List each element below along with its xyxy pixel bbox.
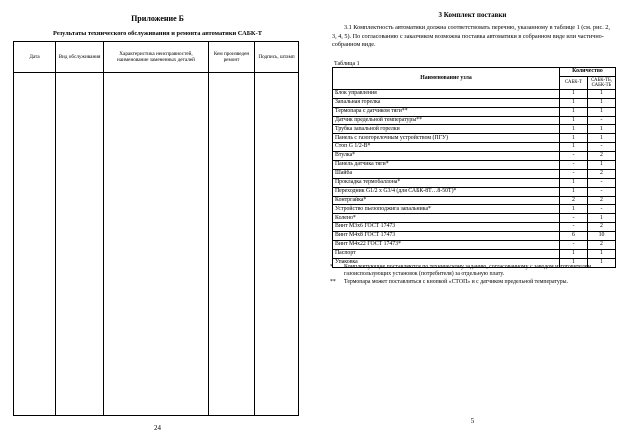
kit-qty-sabk-t: 1 (560, 249, 588, 258)
kit-qty-sabk-tb: 1 (588, 125, 616, 134)
kit-qty-sabk-tb: - (588, 178, 616, 187)
table-row (333, 232, 616, 241)
kit-qty-sabk-tb: 1 (588, 214, 616, 223)
table-row (333, 89, 616, 98)
footnote-text: Термопара может поставляться с кнопкой «СТОП» и с датчиком предельной температуры. (344, 278, 569, 285)
kit-qty-sabk-tb: - (588, 187, 616, 196)
kit-qty-sabk-t: 1 (560, 134, 588, 143)
table-row (333, 125, 616, 134)
kit-qty-sabk-tb: 1 (588, 107, 616, 116)
blank-cell (14, 73, 56, 416)
kit-qty-sabk-tb: 10 (588, 232, 616, 241)
table-row (333, 187, 616, 196)
kit-col-name: Наименование узла (333, 68, 560, 90)
table-row (333, 161, 616, 170)
kit-qty-sabk-tb: - (588, 116, 616, 125)
page-number-right: 5 (470, 417, 475, 425)
appendix-heading: Приложение Б (131, 14, 184, 23)
table-row (333, 152, 616, 161)
kit-qty-sabk-tb: - (588, 205, 616, 214)
blank-cell (104, 73, 209, 416)
kit-item-name: Винт М4х22 ГОСТ 17473* (333, 241, 560, 250)
table-row (333, 98, 616, 107)
kit-qty-sabk-t: - (560, 161, 588, 170)
col-date: Дата (14, 42, 56, 73)
kit-qty-sabk-tb: 2 (588, 196, 616, 205)
maintenance-log-header (14, 42, 299, 73)
kit-qty-sabk-t: - (560, 241, 588, 250)
kit-col-sabk-t: САБК-Т (560, 76, 588, 89)
kit-item-name: Трубка запальной горелки (333, 125, 560, 134)
table-row (333, 249, 616, 258)
table-row (333, 214, 616, 223)
kit-qty-sabk-t: - (560, 223, 588, 232)
blank-cell (209, 73, 255, 416)
kit-qty-sabk-t: 1 (560, 98, 588, 107)
table-row (333, 223, 616, 232)
kit-item-name: Панель датчика тяги* (333, 161, 560, 170)
kit-qty-sabk-t: 6 (560, 232, 588, 241)
kit-qty-sabk-t: 1 (560, 107, 588, 116)
kit-qty-sabk-t: 1 (560, 89, 588, 98)
kit-item-name: Термопара с датчиком тяги** (333, 107, 560, 116)
section-heading: 3 Комплект поставки (438, 11, 507, 19)
kit-item-name: Устройство пьезоподжига запальника* (333, 205, 560, 214)
kit-item-name: Упаковка (333, 258, 560, 267)
table-label: Таблица 1 (334, 61, 360, 67)
col-signature: Подпись, штамп (255, 42, 299, 73)
kit-qty-sabk-t: - (560, 169, 588, 178)
kit-qty-sabk-tb: 1 (588, 89, 616, 98)
kit-table-body (333, 89, 616, 267)
kit-item-name: Панель с газогорелочным устройством (ПГУ) (333, 134, 560, 143)
footnote-mark: * (330, 264, 333, 270)
kit-item-name: Контргайка* (333, 196, 560, 205)
kit-header-row (333, 68, 616, 77)
table-row (333, 196, 616, 205)
kit-qty-sabk-t: 1 (560, 258, 588, 267)
kit-qty-sabk-tb: 1 (588, 134, 616, 143)
kit-qty-sabk-t: 1 (560, 178, 588, 187)
kit-item-name: Втулка* (333, 152, 560, 161)
kit-qty-sabk-t: 2 (560, 196, 588, 205)
table-row (333, 143, 616, 152)
kit-col-quantity: Количество (560, 68, 616, 77)
kit-col-sabk-tb: САБК-ТБ, САБК-ТБ (588, 76, 616, 89)
footnote-text: Комплектующие поставляются по техническому заданию, согласованному с заводом изготовителем газоиспользующих установок (потребителя) за отдельную плату. (344, 264, 591, 278)
kit-qty-sabk-tb: 2 (588, 169, 616, 178)
kit-qty-sabk-t: 1 (560, 143, 588, 152)
kit-item-name: Паспорт (333, 249, 560, 258)
kit-qty-sabk-tb: 2 (588, 152, 616, 161)
kit-qty-sabk-tb: 1 (588, 258, 616, 267)
kit-item-name: Запальная горелка (333, 98, 560, 107)
table-row (333, 116, 616, 125)
kit-qty-sabk-t: - (560, 152, 588, 161)
footnote (330, 264, 618, 279)
kit-qty-sabk-tb: 1 (588, 161, 616, 170)
intro-paragraph: 3.1 Комплектность автоматики должна соответствовать перечню, указанному в таблице 1 (см. рис. 2, 3, 4, 5). По согласованию с заказчиком возможна поставка автоматики в собранном виде или частично-собранном виде. (332, 24, 610, 49)
kit-item-name: Блок управления (333, 89, 560, 98)
table-row (333, 107, 616, 116)
table-row (333, 205, 616, 214)
kit-item-name: Датчик предельной температуры** (333, 116, 560, 125)
table-row (333, 178, 616, 187)
kit-item-name: Винт М4х8 ГОСТ 17473 (333, 232, 560, 241)
col-service-type: Вид обслуживания (56, 42, 104, 73)
blank-cell (56, 73, 104, 416)
col-repaired-by: Кем произведен ремонт (209, 42, 255, 73)
right-page (315, 0, 630, 446)
kit-qty-sabk-t: 1 (560, 205, 588, 214)
table-row (333, 134, 616, 143)
kit-qty-sabk-t: 1 (560, 116, 588, 125)
footnote-mark: ** (330, 278, 336, 285)
kit-item-name: Колено* (333, 214, 560, 223)
kit-qty-sabk-tb: 2 (588, 223, 616, 232)
col-fault-description: Характеристика неисправностей, наименование замененных деталей (104, 42, 209, 73)
kit-item-name: Винт М3х6 ГОСТ 17473 (333, 223, 560, 232)
blank-cell (255, 73, 299, 416)
maintenance-log-blank-row (14, 73, 299, 416)
kit-qty-sabk-t: 1 (560, 187, 588, 196)
kit-item-name: Шайба (333, 169, 560, 178)
kit-item-name: Стоп G 1/2-В* (333, 143, 560, 152)
kit-item-name: Переходник G1/2 х G3/4 (для САБК-8Т…8-50Т)* (333, 187, 560, 196)
delivery-kit-table (332, 67, 616, 268)
page-number-left: 24 (154, 424, 161, 432)
kit-item-name: Прокладка термобаллона* (333, 178, 560, 187)
kit-qty-sabk-tb: 2 (588, 241, 616, 250)
table-row (333, 169, 616, 178)
footnote (330, 279, 618, 286)
table-row (333, 241, 616, 250)
kit-qty-sabk-tb: 1 (588, 249, 616, 258)
appendix-title: Результаты технического обслуживания и ремонта автоматики САБК-Т (53, 30, 262, 37)
kit-qty-sabk-tb: - (588, 143, 616, 152)
kit-qty-sabk-t: - (560, 214, 588, 223)
kit-qty-sabk-t: 1 (560, 125, 588, 134)
maintenance-log-table (13, 41, 299, 416)
kit-qty-sabk-tb: 1 (588, 98, 616, 107)
footnotes (330, 264, 618, 286)
